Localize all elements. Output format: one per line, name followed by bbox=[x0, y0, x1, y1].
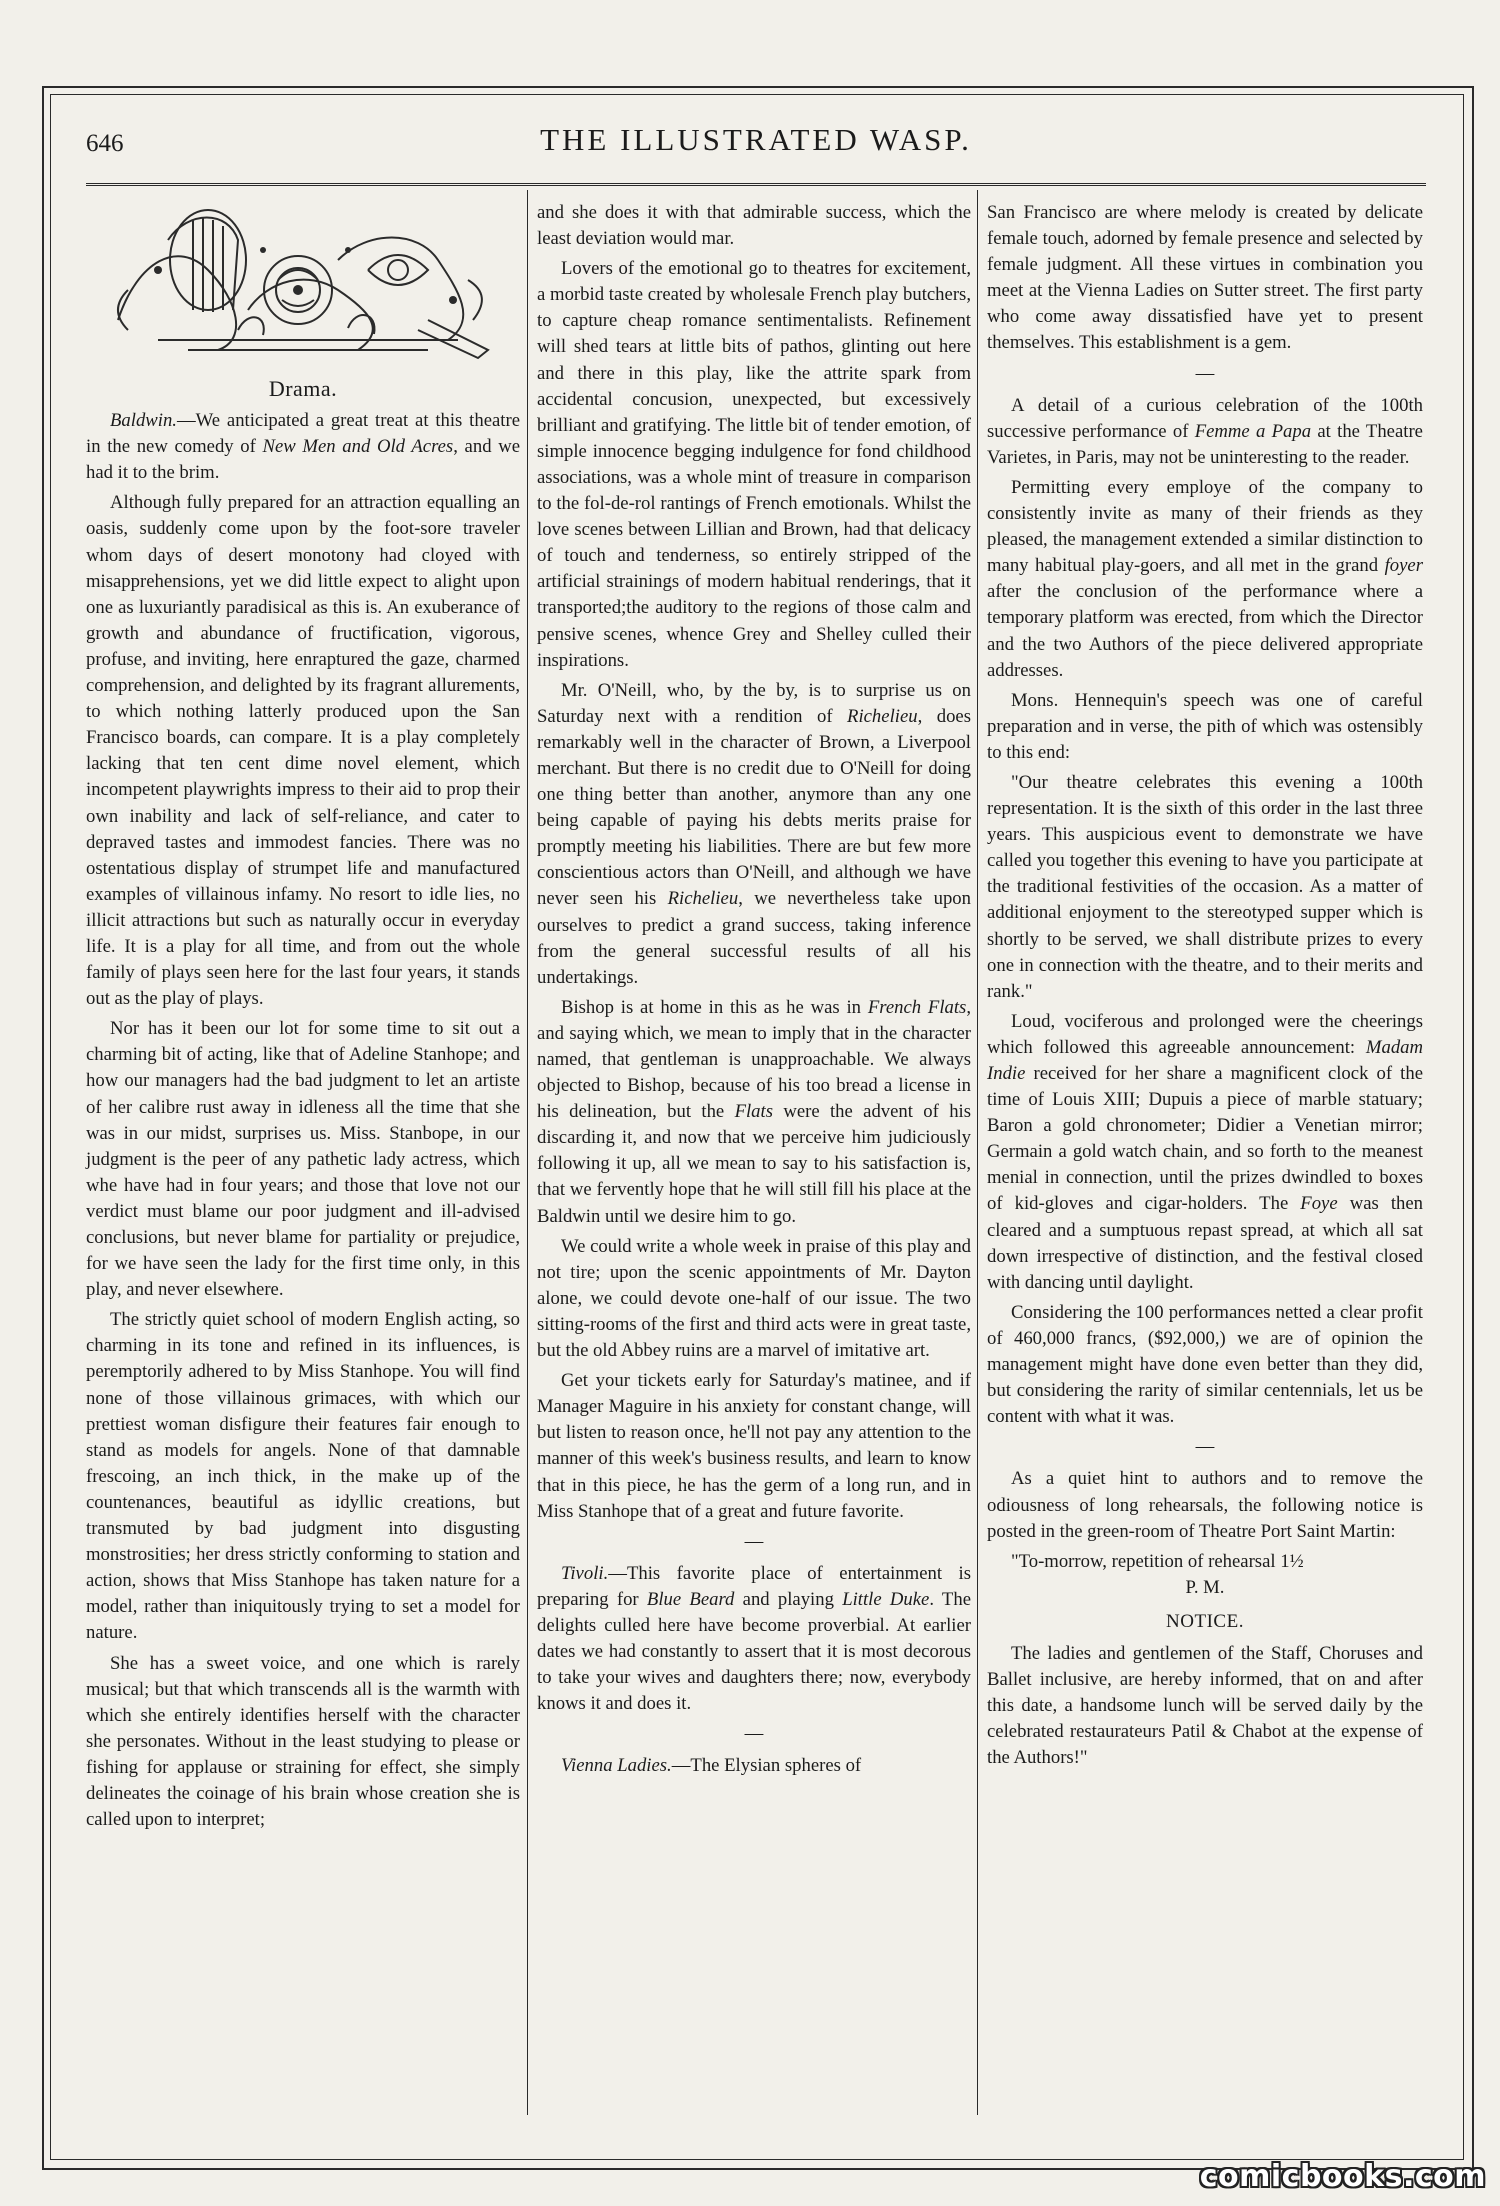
play-title: Blue Beard bbox=[646, 1588, 735, 1610]
venue-label-baldwin: Baldwin. bbox=[110, 410, 177, 432]
paragraph: Nor has it been our lot for some time to sit out a charming bit of acting, like that of Adeline Stanhope; and how our managers had the bad judgment to let an artiste of her calibre rust away in idleness all the time that she was in our midst, surprises us. Miss. Stanbope, in our judgment is the peer of any pathetic lady actress, which whe have had in four years; and those that love not our verdict must blame our poor judgment and ill-advised conclusions, but never blame for partiality or prejudice, for we have seen the lady for the first time only, in this play, and never elsewhere. bbox=[86, 1018, 520, 1301]
section-separator: — bbox=[744, 1723, 764, 1745]
column-divider bbox=[527, 190, 528, 2115]
quoted-notice: "To-morrow, repetition of rehearsal 1½ bbox=[1011, 1550, 1304, 1572]
paragraph: Baldwin.—We anticipated a great treat at this theatre in the new comedy of New Men and Old Acres, and we had it to the brim. bbox=[86, 410, 520, 484]
play-title: French Flats bbox=[867, 996, 967, 1018]
paragraph: Lovers of the emotional go to theatres for excitement, a morbid taste created by wholesale French play butchers, to capture cheap romance sentimentalists. Refinement will shed tears at little bits of pathos, glinting out here and there in this play, like the attrite spark from accidental concusion, unexpected, but excessively brilliant and gratifying. The little bit of tender emotion, of simple innocence begging indulgence for fond childhood associations, was a whole mint of treasure in comparison to the fol-de-rol rantings of French emotionals. Whilst the love scenes between Lillian and Brown, had that delicacy of touch and tenderness, so entirely stripped of the artificial strainings of modern habitual renderings, that it transported;the auditory to the regions of those calm and pensive scenes, whence Grey and Shelley culled their inspirations. bbox=[537, 258, 971, 671]
paragraph: We could write a whole week in praise of this play and not tire; upon the scenic appointments of Mr. Dayton alone, we could devote one-half of our issue. The two sitting-rooms of the first and third acts were in great taste, but the old Abbey ruins are a marvel of imitative art. bbox=[537, 1235, 972, 1362]
paragraph: Vienna Ladies.—The Elysian spheres of bbox=[561, 1755, 862, 1777]
venue-label-vienna-ladies: Vienna Ladies. bbox=[561, 1755, 672, 1777]
play-title: Little Duke bbox=[842, 1588, 930, 1610]
watermark-logo: comicbooks.com bbox=[1199, 2159, 1486, 2194]
paragraph: She has a sweet voice, and one which is rarely musical; but that which transcends all is the warmth with which she entirely identifies herself with the character she personates. Without in the least studying to please or fishing for applause or straining for effect, she simply delineates the coinage of his brain whose creation she is called upon to interpret; bbox=[86, 1652, 520, 1831]
play-title: New Men and Old Acres bbox=[262, 436, 454, 458]
quoted-speech: "Our theatre celebrates this evening a 100th representation. It is the sixth of this order in the last three years. This auspicious event to demonstrate we have called you together this evening to have you participate at the traditional festivities of the occasion. As a matter of additional enjoyment to the stereotyped supper which is shortly to be served, we shall distribute prizes to every one in connection with the theatre, and to their merits and rank." bbox=[987, 771, 1423, 1002]
paragraph: Tivoli.—This favorite place of entertainment is preparing for Blue Beard and playing Little Duke. The delights culled here have become proverbial. At earlier dates we had constantly to assert that it is most decorous to take your wives and daughters there; now, everybody knows it and does it. bbox=[537, 1562, 971, 1715]
play-title: Femme a Papa bbox=[1194, 420, 1312, 442]
page-header bbox=[86, 122, 1426, 170]
venue-label-tivoli: Tivoli. bbox=[561, 1562, 609, 1584]
italic-word: foyer bbox=[1384, 555, 1423, 577]
play-title: Richelieu bbox=[667, 888, 739, 910]
section-separator: — bbox=[1195, 1436, 1215, 1458]
paragraph: Mr. O'Neill, who, by the by, is to surprise us on Saturday next with a rendition of Richelieu, does remarkably well in the character of Brown, a Liverpool merchant. But there is no credit due to O'Neill for doing one thing better than another, anymore than any one being capable of paying his debts merits praise for promptly meeting his liabilities. There are but few more conscientious actors than O'Neill, and although we have never seen his Richelieu, we nevertheless take upon ourselves to predict a grand success, taking inference from the general successful results of all his undertakings. bbox=[537, 679, 971, 988]
section-heading-drama: Drama. bbox=[268, 376, 338, 401]
paragraph: The ladies and gentlemen of the Staff, Choruses and Ballet inclusive, are hereby informed, that on and after this date, a handsome lunch will be served daily by the celebrated restaurateurs Patil & Chabot at the expense of the Authors!" bbox=[987, 1642, 1423, 1769]
column-1 bbox=[86, 200, 520, 1837]
column-2 bbox=[537, 200, 971, 1784]
section-separator: — bbox=[744, 1530, 764, 1552]
paragraph: Bishop is at home in this as he was in French Flats, and saying which, we mean to imply that in the character named, that gentleman is unapproachable. We always objected to Bishop, because of his too bread a license in his delineation, but the Flats were the advent of his discarding it, and now that we perceive him judiciously following it up, all we mean to say to his satisfaction is, that we fervently hope that he will still fill his place at the Baldwin until we desire him to go. bbox=[537, 996, 972, 1227]
masthead-title: THE ILLUSTRATED WASP. bbox=[540, 122, 972, 157]
paragraph: Although fully prepared for an attraction equalling an oasis, suddenly come upon by the foot-sore traveler whom days of desert monotony had cloyed with misapprehensions, yet we did little expect to alight upon one as luxuriantly paradisical as this is. An exuberance of growth and abundance of fructification, vigorous, profuse, and inviting, here enraptured the gaze, charmed comprehension, and delighted by its fragrant allurements, to which nothing latterly produced upon the San Francisco boards, can compare. It is a play completely lacking that ten cent dime novel element, which incompetent playwrights impress to their aid to prop their own inability and lack of self-reliance, and cater to depraved tastes and immodest fancies. There was no ostentatious display of strumpet life and manufactured examples of villainous infamy. No resort to idle lies, no illicit attractions but such as naturally occur in everyday life. It is a play for all time, and from out the whole family of plays seen here for the last four years, it stands out as the play of plays. bbox=[86, 492, 520, 1010]
play-title: Flats bbox=[734, 1101, 773, 1123]
italic-word: Foye bbox=[1300, 1193, 1338, 1215]
paragraph: The strictly quiet school of modern English acting, so charming in its tone and refined in its influences, is peremptorily adhered to by Miss Stanhope. You will find none of those villainous grimaces, with which our prettiest woman disfigure their features fair enough to stand as models for angels. None of that damnable frescoing, an inch thick, in the make up of the countenances, beautiful as idyllic creations, but transmuted by bad judgment into disgusting monstrosities; her dress strictly conforming to station and action, shows that Miss Stanhope has taken nature for a model, rather than iniquitously trying to set a model for nature. bbox=[86, 1309, 520, 1644]
paragraph: As a quiet hint to authors and to remove the odiousness of long rehearsals, the following notice is posted in the green-room of Theatre Port Saint Martin: bbox=[987, 1468, 1423, 1542]
column-3 bbox=[987, 200, 1423, 1775]
drama-ornament-illustration bbox=[98, 200, 508, 368]
paragraph: San Francisco are where melody is created by delicate female touch, adorned by female presence and selected by female judgment. All these virtues in combination you meet at the Vienna Ladies on Sutter street. The first party who come away dissatisfied have yet to present themselves. This establishment is a gem. bbox=[987, 202, 1423, 354]
paragraph: Loud, vociferous and prolonged were the cheerings which followed this agreeable announcement: Madam Indie received for her share a magnificent clock of the time of Louis XIII; Dupuis a piece of marble statuary; Baron a gold chronometer; Didier a Venetian mirror; Germain a gold watch chain, and so forth to the meanest menial in connection, until the prizes dwindled to boxes of kid-gloves and cigar-holders. The Foye was then cleared and a sumptuous repast spread, at which all sat down irrespective of distinction, and the festival closed with dancing until daylight. bbox=[987, 1010, 1423, 1293]
paragraph: Mons. Hennequin's speech was one of careful preparation and in verse, the pith of which was ostensibly to this end: bbox=[987, 689, 1423, 763]
page-number: 646 bbox=[86, 130, 124, 157]
paragraph: and she does it with that admirable success, which the least deviation would mar. bbox=[537, 202, 971, 250]
column-divider bbox=[977, 190, 978, 2115]
header-rule bbox=[86, 183, 1426, 186]
paragraph: A detail of a curious celebration of the 100th successive performance of Femme a Papa at the Theatre Varietes, in Paris, may not be uninteresting to the reader. bbox=[987, 394, 1423, 468]
quoted-notice-time: P. M. bbox=[1185, 1576, 1225, 1598]
paragraph: Considering the 100 performances netted a clear profit of 460,000 francs, ($92,000,) we are of opinion the management might have done even better than they did, but considering the rarity of similar centennials, let us be content with what it was. bbox=[987, 1301, 1423, 1428]
notice-heading: NOTICE. bbox=[1166, 1610, 1244, 1632]
paragraph: Permitting every employe of the company to consistently invite as many of their friends as they pleased, the management extended a similar distinction to many habitual play-goers, and all met in the grand foyer after the conclusion of the performance where a temporary platform was erected, from which the Director and the two Authors of the piece delivered appropriate addresses. bbox=[987, 476, 1423, 681]
italic-name: Madam Indie bbox=[987, 1036, 1423, 1084]
section-separator: — bbox=[1195, 362, 1215, 384]
paragraph: Get your tickets early for Saturday's matinee, and if Manager Maguire in his anxiety for constant change, will but listen to reason once, he'll not pay any attention to the manner of this week's business results, and learn to know that in this piece, he has the germ of a long run, and in Miss Stanhope that of a great and future favorite. bbox=[537, 1370, 971, 1522]
play-title: Richelieu bbox=[847, 705, 918, 727]
